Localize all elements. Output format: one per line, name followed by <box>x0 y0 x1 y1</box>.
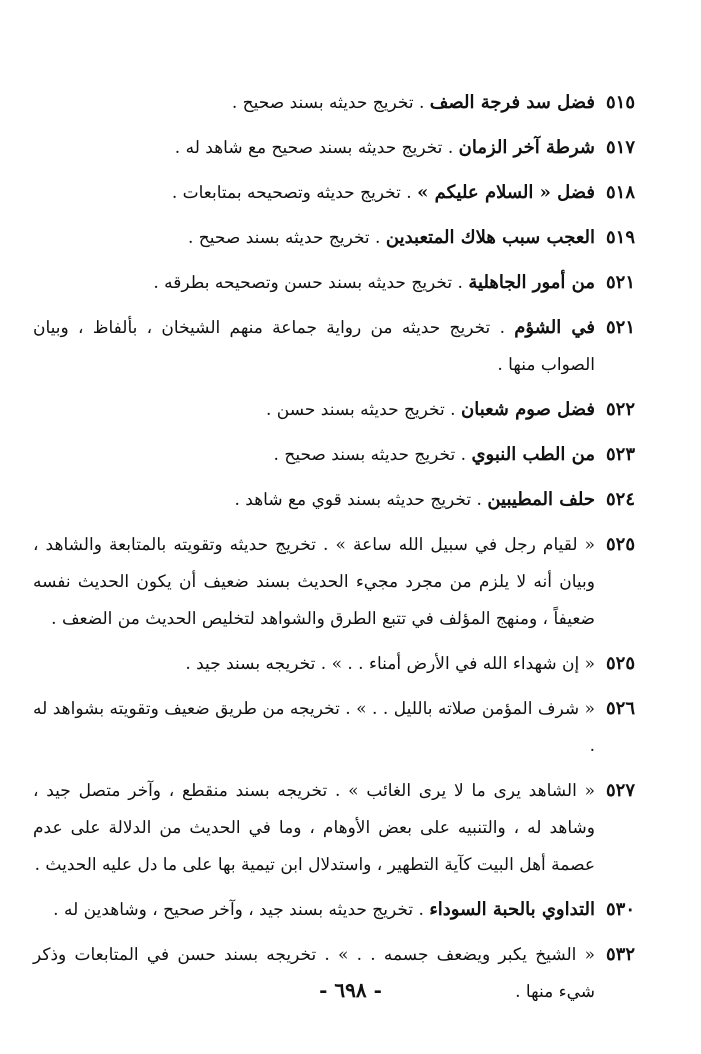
entry-number: ٥٢١ <box>605 317 635 338</box>
list-item <box>33 84 635 122</box>
entry-description: . تخريج حديثه بسند صحيح . <box>231 93 425 113</box>
page-number: - ٦٩٨ - <box>319 978 382 1002</box>
entry-number: ٥٢٥ <box>605 534 635 555</box>
list-item <box>33 891 635 929</box>
entry-title: شرطة آخر الزمان <box>458 137 595 158</box>
list-item <box>33 219 635 257</box>
entry-body <box>33 174 595 212</box>
entry-body <box>33 219 595 257</box>
entry-number: ٥٢٣ <box>605 444 635 465</box>
entry-number: ٥٢٥ <box>605 653 635 674</box>
entry-number: ٥٣٠ <box>605 899 635 920</box>
list-item <box>33 129 635 167</box>
entry-description: . تخريج حديثه بسند قوي مع شاهد . <box>234 490 482 510</box>
entry-body <box>33 645 595 683</box>
entry-body <box>33 129 595 167</box>
entry-body <box>33 690 595 765</box>
entry-body <box>33 84 595 122</box>
entry-description: « إن شهداء الله في الأرض أمناء . . » . تخريجه بسند جيد . <box>185 654 595 674</box>
entry-number: ٥٢١ <box>605 272 635 293</box>
entry-description: . تخريج حديثه بسند حسن . <box>265 400 456 420</box>
list-item <box>33 174 635 212</box>
list-item <box>33 645 635 683</box>
entry-description: « الشيخ يكبر ويضعف جسمه . . » . تخريجه بسند حسن في المتابعات وذكر شيء منها . <box>33 945 595 1002</box>
entry-number: ٥١٨ <box>605 182 635 203</box>
entry-body <box>33 526 595 638</box>
list-item <box>33 264 635 302</box>
entry-body <box>33 891 595 929</box>
entry-title: فضل صوم شعبان <box>460 399 595 420</box>
entries-list <box>33 84 635 1018</box>
entry-title: من أمور الجاهلية <box>468 272 595 293</box>
entry-title: العجب سبب هلاك المتعبدين <box>385 227 595 248</box>
list-item <box>33 772 635 884</box>
entry-number: ٥٣٢ <box>605 944 635 965</box>
list-item <box>33 391 635 429</box>
entry-description: « لقيام رجل في سبيل الله ساعة » . تخريج حديثه وتقويته بالمتابعة والشاهد ، وبيان أنه لا يلزم من مجرد مجيء الحديث بسند ضعيف أن يكون الحديث نفسه ضعيفاً ، ومنهج المؤلف في تتبع الطرق والشواهد لتخليص الحديث من الضعف . <box>33 535 595 629</box>
entry-title: فضل سد فرجة الصف <box>429 92 595 113</box>
entry-body <box>33 436 595 474</box>
entry-title: من الطب النبوي <box>471 444 595 465</box>
entry-body <box>33 264 595 302</box>
entry-title: التداوي بالحبة السوداء <box>429 899 595 920</box>
entry-description: . تخريج حديثه بسند حسن وتصحيحه بطرقه . <box>153 273 463 293</box>
entry-body <box>33 391 595 429</box>
entry-number: ٥١٧ <box>605 137 635 158</box>
entry-description: . تخريج حديثه بسند صحيح مع شاهد له . <box>174 138 454 158</box>
entry-body <box>33 481 595 519</box>
entry-number: ٥٢٤ <box>605 489 635 510</box>
entry-title: في الشؤم <box>514 317 595 338</box>
list-item <box>33 436 635 474</box>
entry-number: ٥١٥ <box>605 92 635 113</box>
entry-number: ٥٢٦ <box>605 698 635 719</box>
entry-description: « الشاهد يرى ما لا يرى الغائب » . تخريجه بسند منقطع ، وآخر متصل جيد ، وشاهد له ، والتنبيه على بعض الأوهام ، وما في الحديث من الدلالة على عدم عصمة أهل البيت كآية التطهير ، واستدلال ابن تيمية بها على ما دل عليه الحديث . <box>33 781 595 875</box>
list-item <box>33 481 635 519</box>
list-item <box>33 526 635 638</box>
entry-description: « شرف المؤمن صلاته بالليل . . » . تخريجه من طريق ضعيف وتقويته بشواهد له . <box>33 699 595 756</box>
entry-title: فضل « السلام عليكم » <box>417 182 595 203</box>
entry-description: . تخريج حديثه بسند صحيح . <box>273 445 467 465</box>
entry-description: . تخريج حديثه بسند صحيح . <box>187 228 381 248</box>
entry-description: . تخريج حديثه بسند جيد ، وآخر صحيح ، وشاهدين له . <box>53 900 424 920</box>
list-item <box>33 309 635 384</box>
entry-number: ٥٢٢ <box>605 399 635 420</box>
entry-body <box>33 309 595 384</box>
entry-description: . تخريج حديثه وتصحيحه بمتابعات . <box>171 183 412 203</box>
entry-number: ٥١٩ <box>605 227 635 248</box>
entry-body <box>33 772 595 884</box>
list-item <box>33 690 635 765</box>
entry-number: ٥٢٧ <box>605 780 635 801</box>
entry-description: . تخريج حديثه من رواية جماعة منهم الشيخان ، بألفاظ ، وبيان الصواب منها . <box>33 318 595 375</box>
entry-title: حلف المطيبين <box>487 489 595 510</box>
